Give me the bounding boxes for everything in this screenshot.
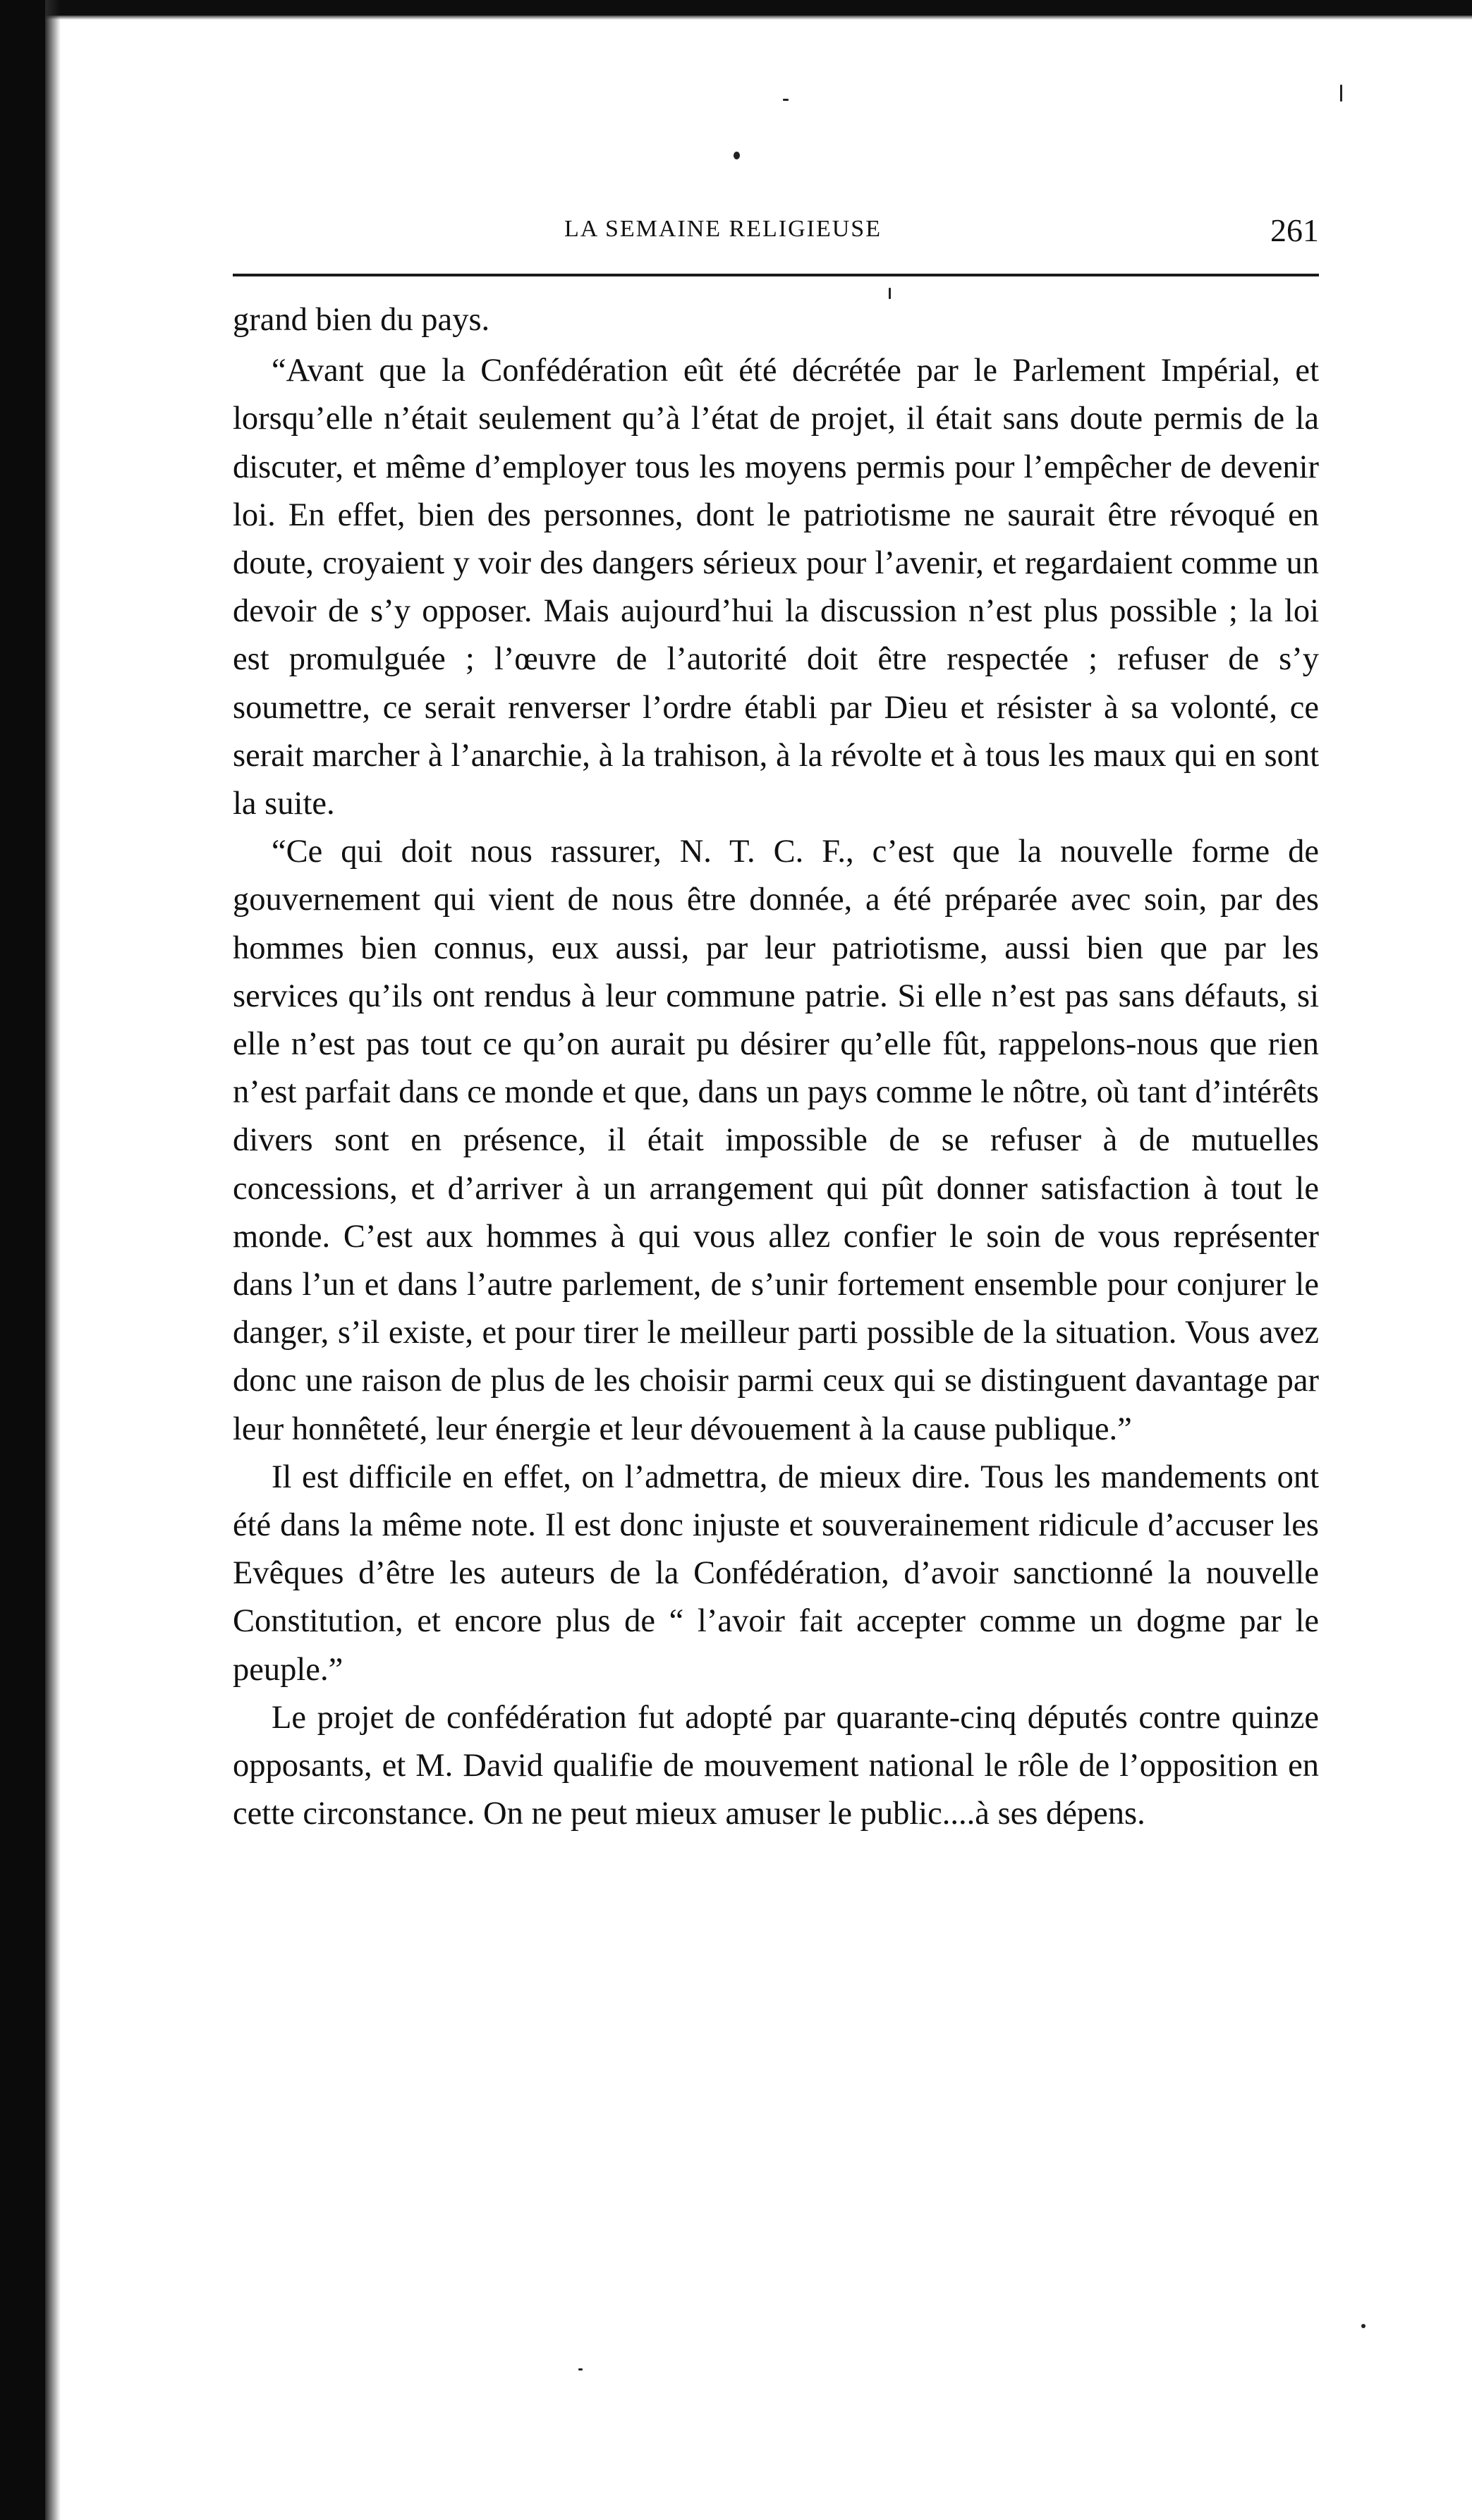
scan-speck [578,2368,583,2370]
scan-top-shadow [0,16,1472,20]
scan-speck [734,152,740,159]
scan-speck [1361,2324,1365,2328]
scan-speck [1340,85,1342,102]
journal-title: LA SEMAINE RELIGIEUSE [564,216,882,242]
scan-speck [783,99,789,101]
scan-top-border [0,0,1472,16]
paragraph-conclusion: Le projet de confédération fut adopté par quarante-cinq députés contre quinze opposants, et M. David qualifie de mouvement national le rôle de l’opposition en cette circonstance. On ne peut mieux amuser le public....à ses dépens. [233,1699,1319,1832]
header-rule [233,274,1319,276]
paragraph-commentary: Il est difficile en effet, on l’admettra, de mieux dire. Tous les mandements ont été dans la même note. Il est donc injuste et souverainement ridicule d’accuser les Evêques d’être les auteurs de la Confédération, d’avoir sanctionné la nouvelle Constitution, et encore plus de “ l’avoir fait accepter comme un dogme par le peuple.” [233,1459,1319,1688]
article-body [233,296,1319,1839]
paragraph-continued: grand bien du pays. [233,302,490,338]
page-number: 261 [1270,212,1319,248]
running-header [233,212,1319,254]
scan-left-shadow [45,0,61,2520]
paragraph-quote-1: “Avant que la Confédération eût été décrétée par le Parlement Impérial, et lorsqu’elle n’était seulement qu’à l’état de projet, il était sans doute permis de la discuter, et même d’employer tous les moyens permis pour l’empêcher de devenir loi. En effet, bien des personnes, dont le patriotisme ne saurait être révoqué en doute, croyaient y voir des dangers sérieux pour l’avenir, et regardaient comme un devoir de s’y opposer. Mais aujourd’hui la discussion n’est plus possible ; la loi est promulguée ; l’œuvre de l’autorité doit être respectée ; refuser de s’y soumettre, ce serait renverser l’ordre établi par Dieu et résister à sa volonté, ce serait marcher à l’anarchie, à la trahison, à la révolte et à tous les maux qui en sont la suite. [233,353,1319,822]
paragraph-quote-2: “Ce qui doit nous rassurer, N. T. C. F., c’est que la nouvelle forme de gouvernement qui vient de nous être donnée, a été préparée avec soin, par des hommes bien connus, eux aussi, par leur patriotisme, aussi bien que par les services qu’ils ont rendus à leur commune patrie. Si elle n’est pas sans défauts, si elle n’est pas tout ce qu’on aurait pu désirer qu’elle fût, rappelons-nous que rien n’est parfait dans ce monde et que, dans un pays comme le nôtre, où tant d’intérêts divers sont en présence, il était impossible de se refuser à de mutuelles concessions, et d’arriver à un arrangement qui pût donner satisfaction à tout le monde. C’est aux hommes à qui vous allez confier le soin de vous représenter dans l’un et dans l’autre parlement, de s’unir fortement ensemble pour conjurer le danger, s’il existe, et pour tirer le meilleur parti possible de la situation. Vous avez donc une raison de plus de les choisir parmi ceux qui se distinguent davantage par leur honnêteté, leur énergie et leur dévouement à la cause publique.” [233,834,1319,1447]
scan-left-border [0,0,45,2520]
